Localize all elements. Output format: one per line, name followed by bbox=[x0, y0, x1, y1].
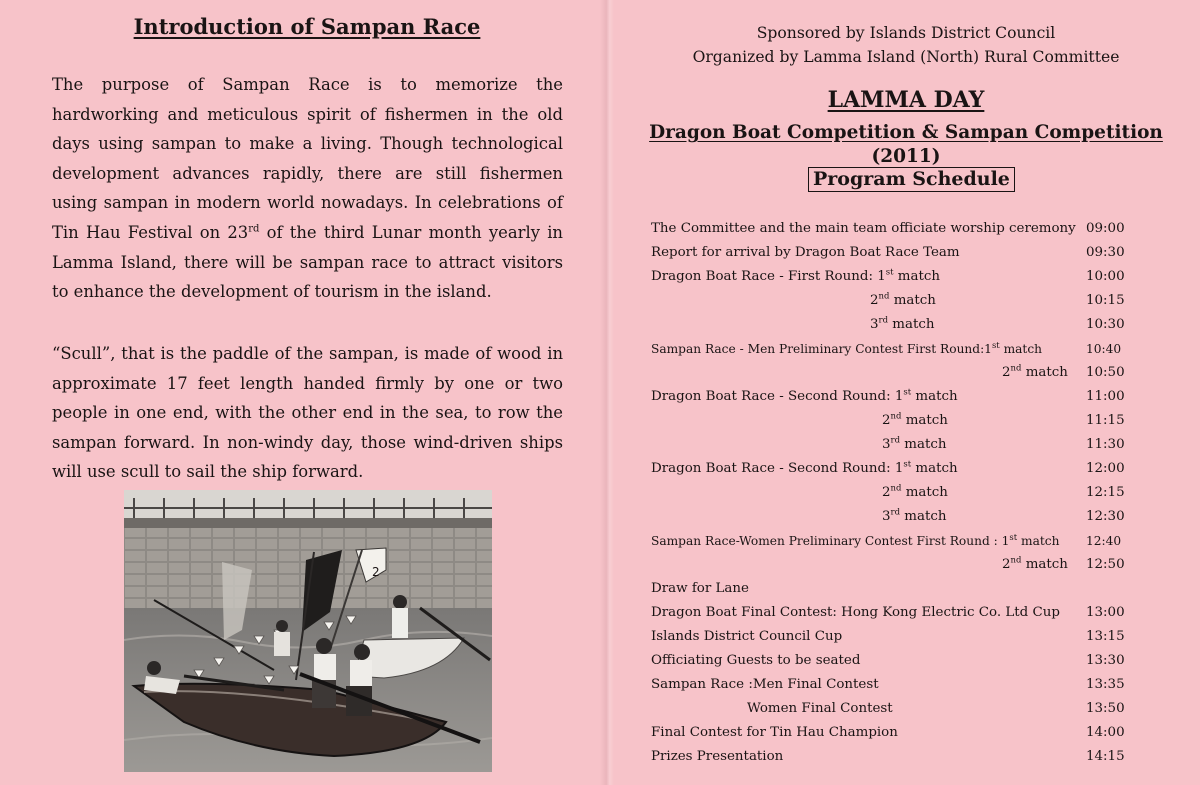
event-subtitle: Dragon Boat Competition & Sampan Competition bbox=[649, 122, 1163, 143]
schedule-label-text: 3 bbox=[882, 509, 891, 524]
intro-title: Introduction of Sampan Race bbox=[133, 14, 481, 39]
schedule-label-suffix: match bbox=[893, 269, 940, 284]
schedule-label bbox=[870, 314, 935, 336]
sampan-race-photo bbox=[124, 490, 492, 772]
schedule-label-text: 2 bbox=[882, 485, 891, 500]
schedule-label-sup: st bbox=[903, 387, 912, 398]
intro-paragraph-1 bbox=[52, 70, 563, 307]
schedule-time: 11:00 bbox=[1086, 389, 1125, 404]
schedule-label-text: 3 bbox=[870, 317, 879, 332]
schedule-label-suffix: match bbox=[900, 509, 947, 524]
schedule-label-suffix: match bbox=[901, 413, 948, 428]
schedule-label bbox=[651, 530, 1059, 552]
schedule-label-text: Sampan Race - Men Preliminary Contest First Round:1 bbox=[651, 342, 992, 356]
schedule-time: 10:40 bbox=[1086, 342, 1122, 356]
schedule-label bbox=[882, 434, 947, 456]
schedule-label bbox=[651, 458, 958, 480]
schedule-label-sup: nd bbox=[878, 291, 890, 302]
schedule-label bbox=[1002, 362, 1068, 384]
right-page bbox=[612, 0, 1200, 785]
schedule-label-suffix: match bbox=[889, 293, 936, 308]
schedule-label bbox=[870, 290, 936, 312]
intro-paragraph-2: “Scull”, that is the paddle of the sampan, is made of wood in approximate 17 feet length handed firmly by one or two people in one end, with the other end in the sea, to row the sampan forward. In non-windy day, those wind-driven ships will use scull to sail the ship forward. bbox=[52, 344, 563, 482]
schedule-label-sup: st bbox=[1009, 532, 1018, 543]
schedule-time: 10:00 bbox=[1086, 269, 1125, 284]
schedule-label: Report for arrival by Dragon Boat Race Team bbox=[651, 245, 960, 260]
schedule-time: 11:30 bbox=[1086, 437, 1125, 452]
schedule-label-suffix: match bbox=[900, 437, 947, 452]
intro-paragraph-1-text-after: of the third Lunar month yearly in Lamma Island, there will be sampan race to attract visitors to enhance the development of tourism in the island. bbox=[52, 222, 563, 302]
schedule-label: Dragon Boat Final Contest: Hong Kong Electric Co. Ltd Cup bbox=[651, 605, 1060, 620]
schedule-label-suffix: match bbox=[911, 389, 958, 404]
schedule-label: Sampan Race :Men Final Contest bbox=[651, 677, 879, 692]
sponsor-line: Sponsored by Islands District Council bbox=[756, 24, 1056, 42]
schedule-time: 09:30 bbox=[1086, 245, 1125, 260]
event-title: LAMMA DAY bbox=[827, 87, 985, 113]
schedule-label bbox=[651, 266, 940, 288]
schedule-label-text: Dragon Boat Race - First Round: 1 bbox=[651, 269, 886, 284]
schedule-time: 10:30 bbox=[1086, 317, 1125, 332]
schedule-label: Officiating Guests to be seated bbox=[651, 653, 861, 668]
schedule-time: 13:15 bbox=[1086, 629, 1125, 644]
schedule-label bbox=[651, 386, 958, 408]
schedule-label-text: 2 bbox=[882, 413, 891, 428]
schedule-label: Islands District Council Cup bbox=[651, 629, 843, 644]
schedule-label-suffix: match bbox=[1021, 557, 1068, 572]
schedule-label-sup: st bbox=[903, 459, 912, 470]
schedule-label: Final Contest for Tin Hau Champion bbox=[651, 725, 898, 740]
schedule-label-suffix: match bbox=[901, 485, 948, 500]
schedule-label-sup: rd bbox=[890, 507, 901, 518]
schedule-time: 10:15 bbox=[1086, 293, 1125, 308]
schedule-label-sup: rd bbox=[878, 315, 889, 326]
schedule-time: 12:00 bbox=[1086, 461, 1125, 476]
schedule-label bbox=[1002, 554, 1068, 576]
schedule-time: 13:50 bbox=[1086, 701, 1125, 716]
schedule-label-suffix: match bbox=[911, 461, 958, 476]
schedule-label: The Committee and the main team officiate worship ceremony bbox=[651, 221, 1076, 236]
schedule-label-sup: rd bbox=[890, 435, 901, 446]
schedule-label-suffix: match bbox=[888, 317, 935, 332]
schedule-time: 12:30 bbox=[1086, 509, 1125, 524]
flag-number: 2 bbox=[372, 565, 380, 579]
schedule-label-suffix: match bbox=[1017, 534, 1060, 548]
schedule-label-sup: nd bbox=[890, 483, 902, 494]
schedule-time: 14:00 bbox=[1086, 725, 1125, 740]
schedule-label-sup: nd bbox=[890, 411, 902, 422]
schedule-label-text: Sampan Race-Women Preliminary Contest First Round : 1 bbox=[651, 534, 1010, 548]
schedule-time: 09:00 bbox=[1086, 221, 1125, 236]
schedule-time: 13:35 bbox=[1086, 677, 1125, 692]
schedule-label-text: 2 bbox=[1002, 557, 1011, 572]
schedule-time: 10:50 bbox=[1086, 365, 1125, 380]
organizer-line: Organized by Lamma Island (North) Rural Committee bbox=[692, 48, 1120, 66]
schedule-time: 12:50 bbox=[1086, 557, 1125, 572]
schedule-label-text: Dragon Boat Race - Second Round: 1 bbox=[651, 461, 904, 476]
event-year: (2011) bbox=[871, 146, 941, 167]
sampan-race-illustration bbox=[124, 490, 492, 772]
intro-paragraph-1-text: The purpose of Sampan Race is to memorize the hardworking and meticulous spirit of fishermen in the old days using sampan to make a living. Though technological development advances rapidly, there are still fishermen using sampan in modern world nowadays. In celebrations of Tin Hau Festival on 23 bbox=[52, 75, 563, 242]
schedule-time: 12:40 bbox=[1086, 534, 1122, 548]
schedule-label-suffix: match bbox=[999, 342, 1042, 356]
schedule-time: 11:15 bbox=[1086, 413, 1125, 428]
schedule-label-text: 2 bbox=[1002, 365, 1011, 380]
schedule-time: 14:15 bbox=[1086, 749, 1125, 764]
schedule-label-suffix: match bbox=[1021, 365, 1068, 380]
schedule-label: Draw for Lane bbox=[651, 581, 749, 596]
schedule-label bbox=[882, 410, 948, 432]
schedule-label bbox=[651, 338, 1042, 360]
schedule-time: 12:15 bbox=[1086, 485, 1125, 500]
schedule-label-text: Dragon Boat Race - Second Round: 1 bbox=[651, 389, 904, 404]
schedule-time: 13:00 bbox=[1086, 605, 1125, 620]
schedule-label bbox=[882, 506, 947, 528]
schedule-label bbox=[882, 482, 948, 504]
schedule-label-sup: st bbox=[885, 267, 894, 278]
intro-paragraph-1-sup: rd bbox=[248, 223, 260, 235]
schedule-label-text: 2 bbox=[870, 293, 879, 308]
schedule-heading: Program Schedule bbox=[808, 167, 1015, 192]
schedule-label-sup: st bbox=[991, 340, 1000, 351]
schedule-label-sup: nd bbox=[1010, 363, 1022, 374]
schedule-label-sup: nd bbox=[1010, 555, 1022, 566]
schedule-label-text: 3 bbox=[882, 437, 891, 452]
schedule-time: 13:30 bbox=[1086, 653, 1125, 668]
schedule-label: Women Final Contest bbox=[747, 701, 893, 716]
schedule-label: Prizes Presentation bbox=[651, 749, 784, 764]
